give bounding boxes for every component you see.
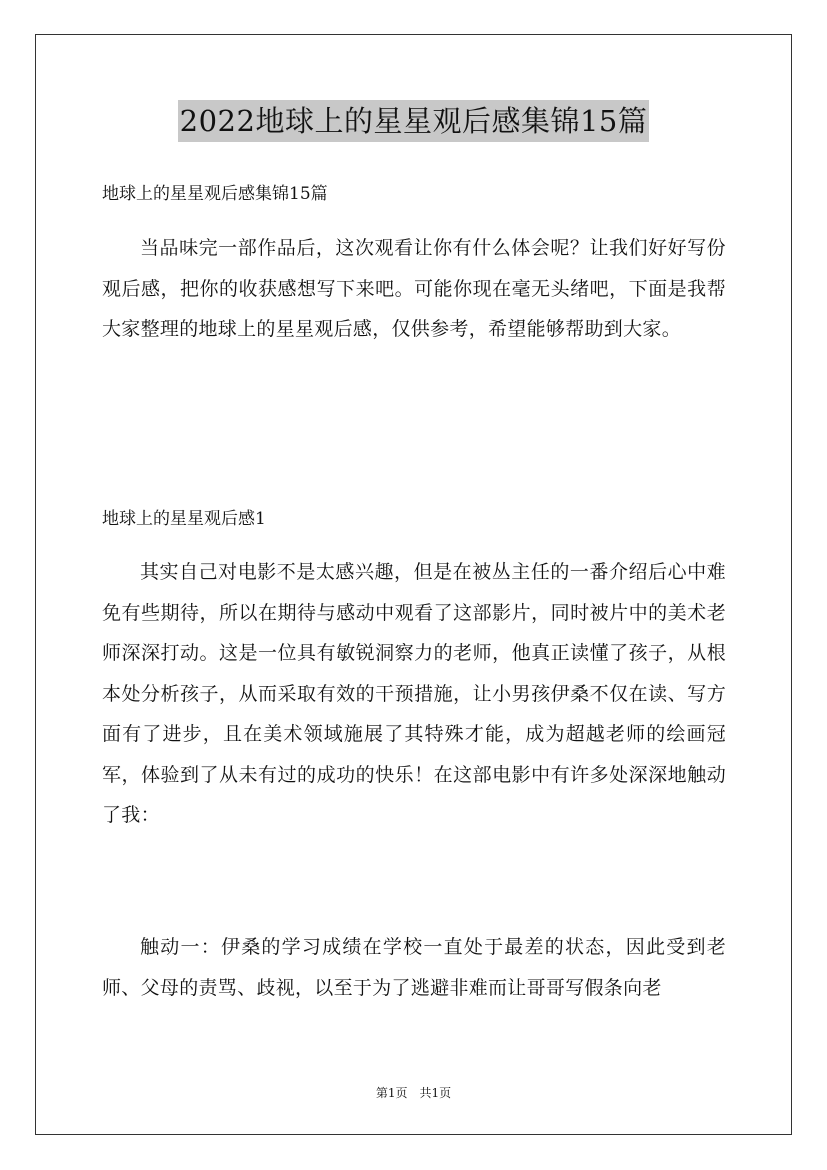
section1-paragraph-1: 其实自己对电影不是太感兴趣，但是在被丛主任的一番介绍后心中难免有些期待，所以在期待与感动中观看了这部影片，同时被片中的美术老师深深打动。这是一位具有敏锐洞察力的老师，他真正读懂了孩子，从根本处分析孩子，从而采取有效的干预措施，让小男孩伊桑不仅在读、写方面有了进步，且在美术领域施展了其特殊才能，成为超越老师的绘画冠军，体验到了从未有过的成功的快乐！在这部电影中有许多处深深地触动了我： <box>102 561 726 826</box>
title-wrap <box>0 100 827 142</box>
document-title: 2022地球上的星星观后感集锦15篇 <box>178 100 650 142</box>
section-heading-1: 地球上的星星观后感1 <box>102 509 266 529</box>
page-footer: 第1页 共1页 <box>375 1086 452 1100</box>
document-subtitle: 地球上的星星观后感集锦15篇 <box>102 184 328 204</box>
intro-paragraph: 当品味完一部作品后，这次观看让你有什么体会呢？让我们好好写份观后感，把你的收获感想写下来吧。可能你现在毫无头绪吧，下面是我帮大家整理的地球上的星星观后感，仅供参考，希望能够帮助到大家。 <box>102 237 726 340</box>
section1-paragraph-2: 触动一：伊桑的学习成绩在学校一直处于最差的状态，因此受到老师、父母的责骂、歧视，以至于为了逃避非难而让哥哥写假条向老 <box>102 936 726 999</box>
